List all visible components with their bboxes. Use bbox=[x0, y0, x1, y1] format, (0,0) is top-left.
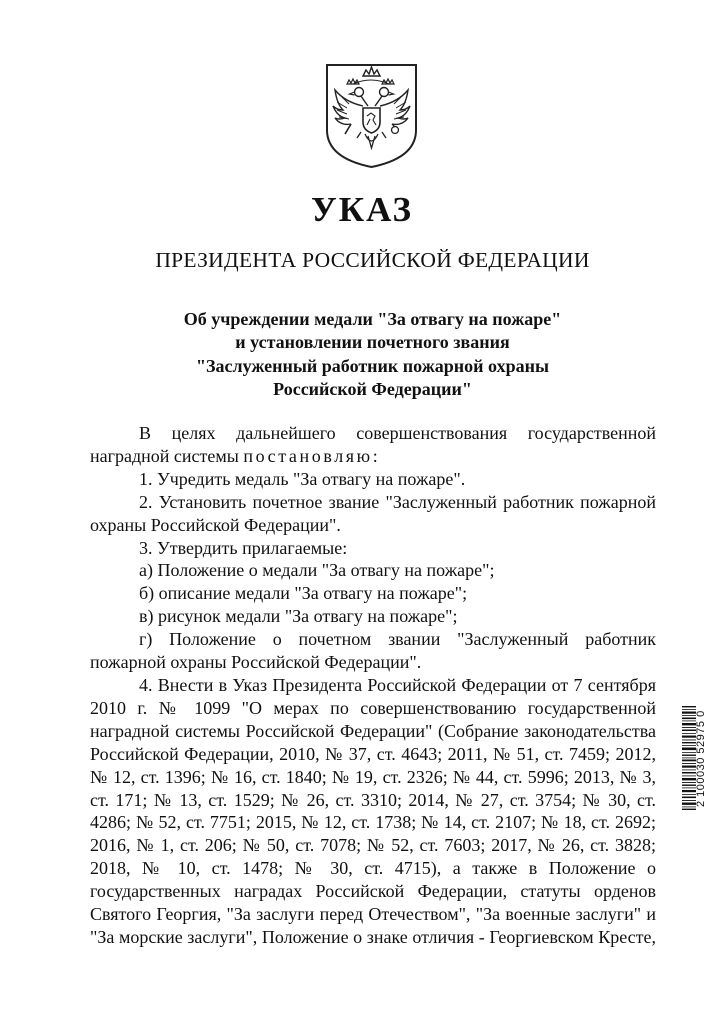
barcode-digits: 2 100030 52975 0 bbox=[695, 710, 707, 808]
decree-item: 4. Внести в Указ Президента Российской Федерации от 7 сентября 2010 г. № 1099 "О мерах по совершенствованию государственной наградной системы Российской Федерации" (Собрание законодательства Российской Федерации, 2010, № 37, ст. 4643; 2011, № 51, ст. 7459; 2012, № 12, ст. 1396; № 16, ст. 1840; № 19, ст. 2326; № 44, ст. 5996; 2013, № 3, ст. 171; № 13, ст. 1529; № 26, ст. 3310; 2014, № 27, ст. 3754; № 30, ст. 4286; № 52, ст. 7751; 2015, № 12, ст. 1738; № 14, ст. 2107; № 18, ст. 2692; 2016, № 1, ст. 206; № 50, ст. 7078; № 52, ст. 7603; 2017, № 26, ст. 3828; 2018, № 10, ст. 1478; № 30, ст. 4715), а также в Положение о государственных наградах Российской Федерации, статуты орденов Святого Георгия, "За заслуги перед Отечеством", "За военные заслуги" и "За морские заслуги", Положение о знаке отличия - Георгиевском Кресте, bbox=[90, 674, 656, 947]
preamble-decree-word: постановляю bbox=[243, 445, 373, 466]
decree-item: а) Положение о медали "За отвагу на пожаре"; bbox=[139, 560, 495, 581]
preamble-text: В целях дальнейшего совершенствования государственной наградной системы bbox=[90, 423, 656, 466]
document-issuer: ПРЕЗИДЕНТА РОССИЙСКОЙ ФЕДЕРАЦИИ bbox=[155, 248, 590, 272]
document-title: УКАЗ bbox=[311, 190, 413, 229]
coat-of-arms-emblem bbox=[323, 62, 420, 170]
decree-heading bbox=[0, 308, 724, 401]
heading-line: Российской Федерации" bbox=[273, 378, 472, 399]
decree-body bbox=[90, 422, 656, 949]
decree-item: 3. Утвердить прилагаемые: bbox=[139, 537, 348, 558]
decree-item: г) Положение о почетном звании "Заслуженный работник пожарной охраны Российской Федерации". bbox=[90, 629, 656, 673]
decree-item: 2. Установить почетное звание "Заслуженный работник пожарной охраны Российской Федерации". bbox=[90, 491, 656, 535]
heading-line: "Заслуженный работник пожарной охраны bbox=[195, 355, 550, 376]
preamble-paragraph bbox=[90, 422, 656, 468]
barcode bbox=[682, 698, 724, 820]
decree-item: б) описание медали "За отвагу на пожаре"; bbox=[139, 583, 468, 604]
decree-item: в) рисунок медали "За отвагу на пожаре"; bbox=[139, 606, 458, 627]
heading-line: Об учреждении медали "За отвагу на пожаре" bbox=[183, 309, 562, 329]
preamble-colon: : bbox=[372, 445, 378, 466]
decree-item: 1. Учредить медаль "За отвагу на пожаре". bbox=[139, 468, 466, 489]
heading-line: и установлении почетного звания bbox=[235, 332, 510, 353]
